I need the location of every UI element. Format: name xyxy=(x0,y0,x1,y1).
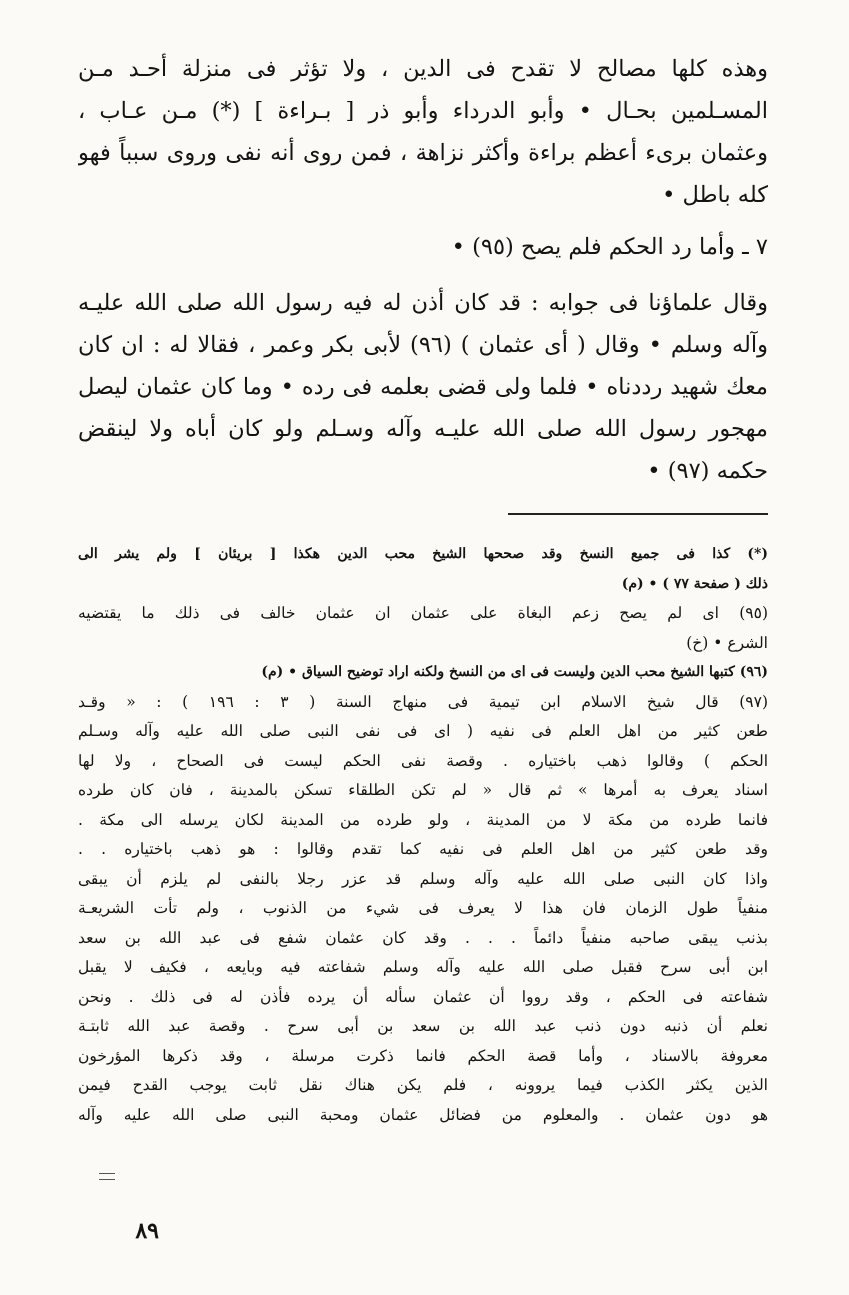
footnote-line: فانما طرده من مكة لا من المدينة ، ولو طرده من المدينة لكان يرسله الى مكة . xyxy=(78,810,768,829)
main-text xyxy=(78,48,768,492)
text-line: كله باطل • xyxy=(662,182,768,208)
text-line: حكمه (٩٧) • xyxy=(647,458,768,484)
footnote-line: ابن أبى سرح فقبل صلى الله عليه وآله وسلم شفاعته فيه وبايعه ، فكيف لا يقبل xyxy=(78,958,768,976)
text-line: وهذه كلها مصالح لا تقدح فى الدين ، ولا تؤثر فى منزلة أحـد مـن xyxy=(78,56,768,82)
footnotes xyxy=(78,540,768,1130)
footnote-97 xyxy=(78,688,768,1131)
footnote-line: واذا كان النبى صلى الله عليه وآله وسلم قد عزر رجلا بالنفى لم يلزم أن يبقى xyxy=(78,869,768,888)
footnote-separator xyxy=(508,513,768,515)
page-number: ٨٩ xyxy=(135,1218,159,1244)
footnote-line: طعن كثير من اهل العلم فى نفيه ( اى فى نفى النبى صلى الله عليه وآله وسـلم xyxy=(78,722,768,740)
text-line: وعثمان برىء أعظم براءة وأكثر نزاهة ، فمن روى أنه نفى وروى سبباً فهو xyxy=(78,140,768,166)
footnote-line: الشرع • (خ) xyxy=(686,633,768,652)
page-body xyxy=(78,48,768,492)
footnote-line: (٩٦) كتبها الشيخ محب الدين وليست فى اى من النسخ ولكنه اراد توضيح السياق • (م) xyxy=(261,664,768,680)
footnote-line: الحكم ) وقالوا ذهب باختياره . وقصة نفى الحكم ليست فى الصحاح ، ولا لها xyxy=(78,751,768,770)
section-heading: ٧ ـ وأما رد الحكم فلم يصح (٩٥) • xyxy=(451,234,768,260)
footnote-line: نعلم أن ذنبه دون ذنب عبد الله بن سعد بن أبى سرح . وقصة عبد الله ثابتـة xyxy=(78,1017,768,1035)
text-line: معك شهيد رددناه • فلما ولى قضى بعلمه فى رده • وما كان عثمان ليصل xyxy=(78,374,768,400)
text-line: مهجور رسول الله صلى الله عليـه وآله وسـلم ولو كان أباه ولا لينقض xyxy=(78,416,768,442)
footnote-line: هو دون عثمان . والمعلوم من فضائل عثمان ومحبة النبى صلى الله عليه وآله xyxy=(78,1105,768,1124)
footnote-line: (٩٥) اى لم يصح زعم البغاة على عثمان ان عثمان خالف فى ذلك ما يقتضيه xyxy=(78,604,768,622)
footnote-line: (٩٧) قال شيخ الاسلام ابن تيمية فى منهاج السنة ( ٣ : ١٩٦ ) : « وقـد xyxy=(78,692,768,711)
text-line: المسـلمين بحـال • وأبو الدرداء وأبو ذر [ بـراءة ] (*) مـن عـاب ، xyxy=(78,98,768,124)
footnote-96 xyxy=(78,658,768,688)
footnote-line: (*) كذا فى جميع النسخ وقد صححها الشيخ محب الدين هكذا [ بريئان ] ولم يشر الى xyxy=(78,546,768,562)
continuation-mark xyxy=(99,1173,115,1180)
footnote-95 xyxy=(78,599,768,658)
paragraph-1 xyxy=(78,48,768,216)
footnote-line: ذلك ( صفحة ٧٧ ) • (م) xyxy=(621,575,768,592)
text-line: وآله وسلم • وقال ( أى عثمان ) (٩٦) لأبى بكر وعمر ، فقالا له : ان كان xyxy=(78,332,768,358)
paragraph-2 xyxy=(78,282,768,492)
footnote-line: اسناد يعرف به أمرها » ثم قال « لم تكن الطلقاء تسكن بالمدينة ، فان كان طرده xyxy=(78,781,768,799)
footnote-line: شفاعته فى الحكم ، وقد رووا أن عثمان سأله أن يرده فأذن له فى ذلك . ونحن xyxy=(78,987,768,1006)
footnote-line: معروفة بالاسناد ، وأما قصة الحكم فانما ذكرت مرسلة ، وقد ذكرها المؤرخون xyxy=(78,1046,768,1065)
footnote-line: منفياً طول الزمان فان هذا لا يعرف فى شيء من الذنوب ، ولم تأت الشريعـة xyxy=(78,899,768,917)
footnote-line: الذين يكثر الكذب فيما يروونه ، فلم يكن هناك نقل ثابت يوجب القدح فيمن xyxy=(78,1076,768,1094)
footnote-star xyxy=(78,540,768,599)
text-line: وقال علماؤنا فى جوابه : قد كان أذن له فيه رسول الله صلى الله عليـه xyxy=(78,290,768,316)
footnote-line: بذنب يبقى صاحبه منفياً دائماً . . . وقد كان عثمان شفع فى عبد الله بن سعد xyxy=(78,928,768,947)
footnote-line: وقد طعن كثير من اهل العلم فى نفيه كما تقدم وقالوا : هو ذهب باختياره . . xyxy=(78,840,768,858)
